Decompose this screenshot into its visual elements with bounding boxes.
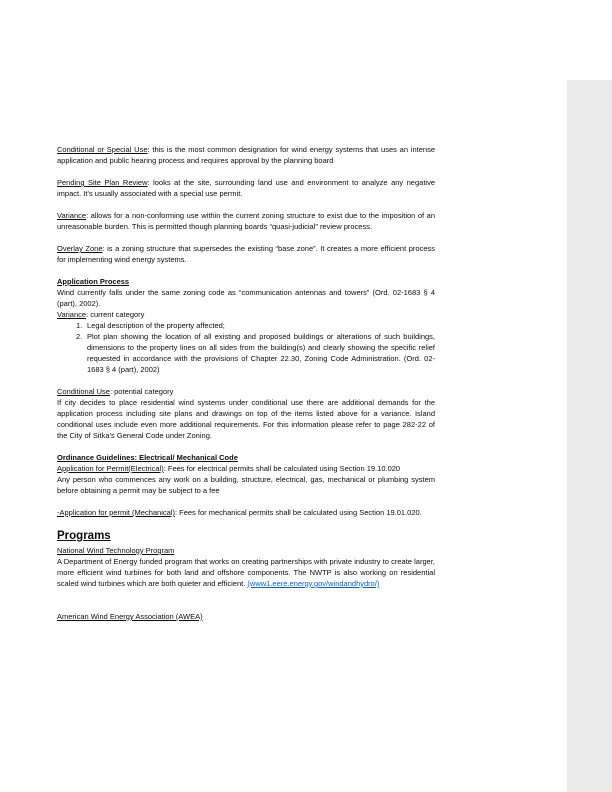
conditional-use-rest: : potential category (109, 387, 174, 396)
nwtp-description: A Department of Energy funded program that works on creating partnerships with private industry to create larger, more efficient wind turbines for both land and offshore components. The NWTP is also working on residential scaled wind turbines which are both quieter and efficient. (57, 557, 435, 588)
definition-term: Overlay Zone (57, 244, 103, 253)
list-item-text: Plot plan showing the location of all existing and proposed buildings or alterations of such buildings, dimensions to the property lines on all sides from the building(s) and clearly showing the specific relief requested in accordance with the provisions of Chapter 22.30, Zoning Code Administration. (Ord. 02-1683 § 4 (part), 2002) (87, 332, 435, 374)
definition-text: : looks at the site, surrounding land use and environment to analyze any negative impact. It’s usually associated with a special use permit. (57, 178, 435, 198)
definition-paragraph (57, 144, 435, 166)
nwtp-title-line (57, 545, 435, 556)
variance-term: Variance (57, 310, 87, 319)
definition-term: Conditional or Special Use (57, 145, 148, 154)
definition-term: Variance (57, 211, 87, 220)
heading-ordinance-guidelines: Ordinance Guidelines: Electrical/ Mechanical Code (57, 453, 238, 462)
page-edge-band (567, 80, 612, 792)
conditional-use-term: Conditional Use (57, 387, 110, 396)
variance-rest: : current category (86, 310, 145, 319)
list-item (57, 320, 435, 331)
paragraph-mechanical-permit (57, 507, 435, 518)
mechanical-permit-term: -Application for permit (Mechanical) (57, 508, 175, 517)
paragraph-conditional-use: If city decides to place residential wind systems under conditional use there are additional demands for the application process including site plans and drawings on top of the items listed above for a variance. Island conditional uses include even more additional requirements. For this information please refer to page 282-22 of the City of Sitka’s General Code under Zoning. (57, 398, 435, 440)
list-number: 2. (76, 332, 83, 341)
paragraph-zoning-code: Wind currently falls under the same zoning code as “communication antennas and towers” (Ord. 02-1683 § 4 (part), 2002). (57, 288, 435, 308)
paragraph-electrical-permit (57, 463, 435, 474)
definition-paragraph (57, 243, 435, 265)
definition-text: : is a zoning structure that supersedes the existing “base zone”. It creates a more efficient process for implementing wind energy systems. (57, 244, 435, 264)
list-item-text: Legal description of the property affected; (87, 321, 225, 330)
mechanical-permit-rest: : Fees for mechanical permits shall be calculated using Section 19.01.020. (174, 508, 422, 517)
definition-text: : this is the most common designation for wind energy systems that uses an intense application and public hearing process and requires approval by the planning board (57, 145, 435, 165)
line-conditional-category (57, 386, 435, 397)
line-variance-category (57, 309, 435, 320)
list-number: 1. (76, 321, 83, 330)
electrical-permit-rest: : Fees for electrical permits shall be calculated using Section 19.10.020 (163, 464, 401, 473)
definition-term: Pending Site Plan Review (57, 178, 148, 187)
document-content (57, 144, 435, 633)
paragraph-nwtp (57, 556, 435, 589)
awea-title-line (57, 611, 435, 622)
heading-programs: Programs (57, 530, 111, 542)
electrical-permit-term: Application for Permit(Electrical) (57, 464, 164, 473)
nwtp-title: National Wind Technology Program (57, 546, 175, 555)
definition-text: : allows for a non-conforming use within the current zoning structure to exist due to the imposition of an unreasonable burden. This is permitted though planning boards “quasi-judicial” review process. (57, 211, 435, 231)
paragraph-permit-fee-note: Any person who commences any work on a building, structure, electrical, gas, mechanical or plumbing system before obtaining a permit may be subject to a fee (57, 475, 435, 495)
list-item (57, 331, 435, 375)
definition-paragraph (57, 177, 435, 199)
definition-paragraph (57, 210, 435, 232)
heading-application-process: Application Process (57, 277, 130, 286)
awea-title: American Wind Energy Association (AWEA) (57, 612, 203, 621)
nwtp-link[interactable]: (www1.eere.energy.gov/windandhydro/) (247, 579, 380, 588)
